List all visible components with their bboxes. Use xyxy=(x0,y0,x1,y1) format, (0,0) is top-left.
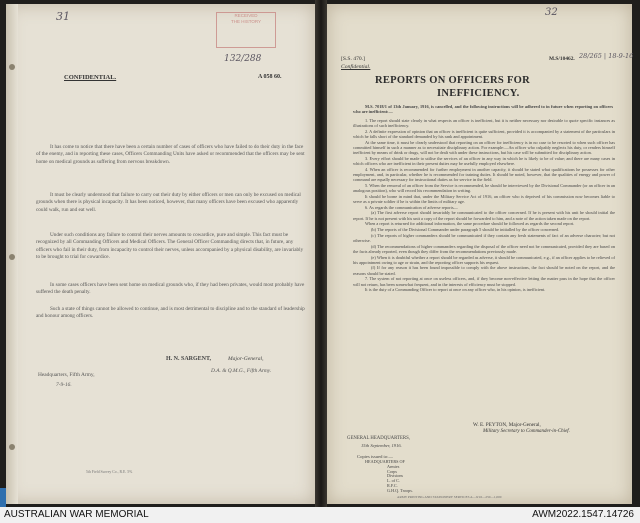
copies-item: HEADQUARTERS OF xyxy=(365,459,405,464)
instruction-item: 7. The system of not reporting at once on useless officers, and, if they become non-effective letting the matter pass in the hope that the officer will not return, has been somewhat frequent, and in the interests of efficiency must be stopped. xyxy=(353,276,615,287)
stamp-line: RECEIVED xyxy=(234,13,258,18)
printer-line: 5th Field Survey Co., R.E. 5% xyxy=(86,470,133,474)
instruction-item: 2. A definite expression of opinion that an officer is inefficient is quite sufficient, provided it is accompanied by a statement of the particulars in which he falls short of the standard demanded by his rank and appointment. xyxy=(353,128,615,140)
copies-item: Corps xyxy=(387,468,398,474)
folio-number: 31 xyxy=(56,10,70,23)
punch-hole xyxy=(9,444,15,450)
ghq-line: GENERAL HEADQUARTERS, xyxy=(347,436,410,441)
punch-hole xyxy=(9,64,15,70)
signature-name: H. N. SARGENT, xyxy=(166,356,212,362)
institution-name: AUSTRALIAN WAR MEMORIAL xyxy=(4,509,149,520)
instruction-item: 3. Every effort should be made to utilise the services of an officer in any way in which he is likely to be of value; and there are many cases in which officers who are inefficient in their present duties may be usefully employed elsewhere. xyxy=(353,155,615,167)
instruction-item: (d) The recommendations of higher commanders regarding the disposal of the officer need not be communicated, provided they are based on the facts already reported, even though they differ from the recommendations previously made. xyxy=(353,243,615,254)
instruction-item: (f) If for any reason it has been found impossible to comply with the above instructions, the fact should be noted on the report, and the reasons should be stated. xyxy=(353,265,615,276)
instruction-list xyxy=(353,118,615,293)
paragraph: It has come to notice that there have been a certain number of cases of officers who have failed to do their duty in the face of the enemy, and in reporting these cases, Officers Commanding Units have asked or recommended that the officers may be sent home on medical grounds as suffering from nervous breakdown. xyxy=(36,144,305,165)
caption-bar xyxy=(0,507,640,523)
confidential-heading: CONFIDENTIAL. xyxy=(64,74,117,81)
handwritten-ref: 132/288 xyxy=(224,54,262,64)
signature-title: Major-General, xyxy=(228,356,264,362)
copies-item: G.H.Q. Troops. xyxy=(387,487,413,493)
instruction-item: (e) When it is doubtful whether a report should be regarded as adverse, it should be communicated, e.g., if an officer applies to be relieved of his appointment owing to age or strain, and the reporting officer supports his request. xyxy=(353,254,615,265)
received-stamp xyxy=(216,12,276,48)
instruction-item: At the same time, it must be clearly understood that reporting on an officer for inefficiency is in no case to be resorted to when such officer has committed himself in such a manner as to necessitate disciplinary action. For example:—An officer who culpably neglects his duty, or renders himself inefficient by means of drink or drugs, will not be dealt with under these instructions, but his case will be submitted for disciplinary action. xyxy=(353,139,615,156)
signature-role: Military Secretary to Commander-in-Chief. xyxy=(483,429,570,434)
paragraph: Under such conditions any failure to control their nerves amounts to cowardice, pure and simple. This fact must be recognized by all Commanding Officers and Medical Officers. The General Officer Commanding directs that, in future, any officers who fail in their duty, from incapacity to control their nerves, unless accompanied by a physical disability, are invariably to be brought to trial for cowardice. xyxy=(36,232,304,261)
instruction-item: 4. When an officer is recommended for further employment in another capacity, it should be stated what qualifications he possesses for other employment, and, in particular, whether he is recommended for training duties. It should be noted, however, that the qualities of energy and power of command are equally necessary for instructional duties as for service in the field. xyxy=(353,166,615,183)
ghq-date: 15th September, 1916. xyxy=(361,443,402,448)
paragraph: In some cases officers have been sent home on medical grounds who, if they had been privates, would most probably have suffered the death penalty. xyxy=(36,282,305,296)
copies-heading: Copies issued to:— xyxy=(357,454,393,459)
signature-role: D.A. & Q.M.G., Fifth Army. xyxy=(211,368,272,374)
right-page xyxy=(327,4,632,504)
printer-line: ARMY PRINTING AND STATIONERY SERVICES A—9/16—250—1,000 xyxy=(397,495,502,499)
stamp-line: THE HISTORY xyxy=(230,19,262,24)
instruction-item: 5. When the removal of an officer from the Service is recommended, he should be interviewed by the Divisional Commander (or an officer in an analogous position), who will record his recommendation in writing. xyxy=(353,182,615,194)
instruction-item: (c) The reports of higher commanders should be communicated if they contain any fresh statements of fact of an adverse character; but not otherwise. xyxy=(353,232,615,243)
document-title: REPORTS ON OFFICERS FOR xyxy=(375,75,531,86)
paragraph: Such a state of things cannot be allowed to continue, and is most detrimental to discipline and to the standard of leadership and honour among officers. xyxy=(36,306,305,320)
hq-date: 7-9-16. xyxy=(56,382,72,388)
confidential-label: Confidential. xyxy=(341,64,371,70)
ss-number: [S.S. 470.] xyxy=(341,56,365,62)
handwritten-ref: 28/265 | 18-9-16 xyxy=(579,52,634,60)
instruction-item: (b) The reports of the Divisional Commander under paragraph 5 should be initialled by the officer concerned. xyxy=(371,227,560,233)
form-number: A 058 60. xyxy=(258,74,282,80)
ms-number: M.S/10462. xyxy=(549,56,575,62)
copies-item: R.F.C. xyxy=(387,482,398,488)
instruction-item: 1. The report should state clearly in what respects an officer is inefficient, but it is neither necessary nor desirable to quote specific instances as illustrations of such inefficiency. xyxy=(353,118,615,129)
copies-item: L. of C. xyxy=(387,478,401,484)
instruction-item: (a) The first adverse report should invariably be communicated to the officer concerned. If he is present with his unit he should initial the report. If he is not present with his unit a copy of the report should be forwarded to him, and a note of the action taken made on the report. xyxy=(353,210,615,221)
left-page xyxy=(6,4,315,504)
instruction-item: It is the duty of a Commanding Officer to report at once on any officer who, in his opinion, is inefficient. xyxy=(365,287,546,293)
signature-name: W. E. PEYTON, Major-General, xyxy=(473,422,541,428)
instruction-item: It should be borne in mind that, under the Military Service Act of 1916, an officer who is deprived of his commission now becomes liable to serve as a private soldier if he is within the limits of military age. xyxy=(353,193,615,205)
copies-item: Divisions xyxy=(387,473,404,479)
punch-hole xyxy=(9,254,15,260)
copies-list xyxy=(365,460,413,494)
instruction-item: 6. As regards the communication of adverse reports— xyxy=(365,204,458,210)
instruction-item: When a report is returned for additional information, the same procedure should be followed as regards the second report. xyxy=(365,221,575,227)
paragraph: It must be clearly understood that failure to carry out their duty by either officers or men can only be excused on medical grounds when there is physical incapacity. It has been noticed, however, that many officers have been excused who apparently could walk, run and eat well. xyxy=(36,192,301,213)
copies-item: Armies xyxy=(387,463,400,469)
book-spine xyxy=(315,0,327,507)
accession-number: AWM2022.1547.14726 xyxy=(532,509,634,520)
document-title-2: INEFFICIENCY. xyxy=(437,88,520,99)
folio-number: 32 xyxy=(545,7,558,18)
hq-line: Headquarters, Fifth Army, xyxy=(38,372,95,378)
intro-paragraph: M.S. 7018/1 of 13th January, 1916, is cancelled, and the following instructions will be adhered to in future when reporting on officers who are inefficient:— xyxy=(353,104,613,115)
